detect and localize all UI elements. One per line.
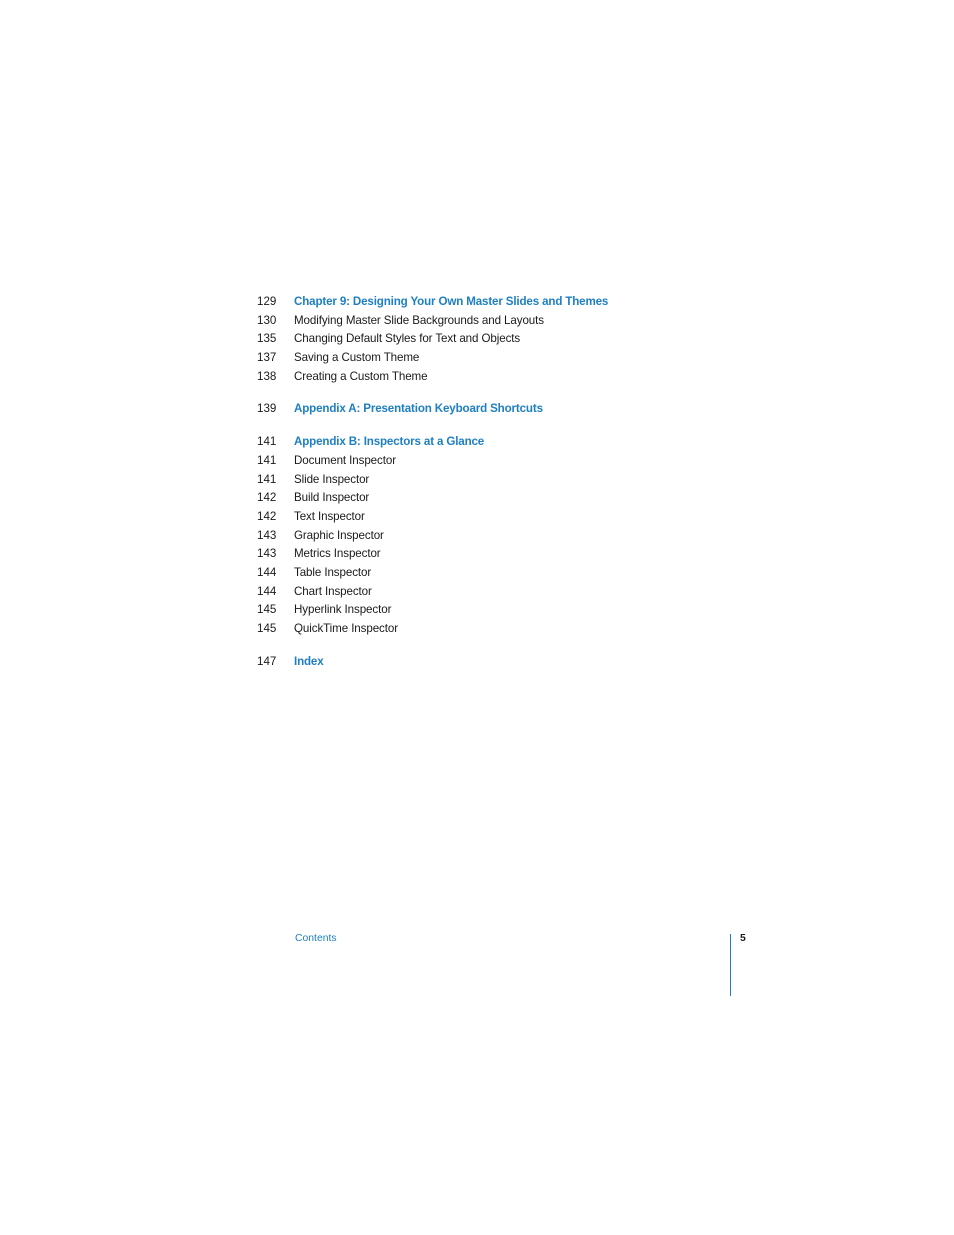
footer-section-label: Contents [295,933,337,944]
toc-entry-title: Graphic Inspector [294,528,384,542]
toc-page-number: 145 [257,603,277,617]
footer-page-number: 5 [740,933,746,944]
toc-entry-title: Chart Inspector [294,584,372,598]
toc-entry[interactable] [257,527,737,546]
toc-page-number: 139 [257,402,277,416]
toc-entry-title: Table Inspector [294,565,372,579]
toc-entry-title: Slide Inspector [294,472,370,486]
toc-heading-link[interactable]: Chapter 9: Designing Your Own Master Slides and Themes [294,295,609,308]
toc-entry-title: Build Inspector [294,491,370,505]
toc-entry[interactable] [257,471,737,490]
toc-entry[interactable] [257,601,737,620]
toc-page-number: 145 [257,622,277,635]
toc-entry-title: Modifying Master Slide Backgrounds and Layouts [294,313,544,327]
toc-entry[interactable] [257,620,737,639]
toc-entry-title: Changing Default Styles for Text and Objects [294,332,521,346]
toc-page-number: 130 [257,313,277,327]
toc-page-number: 147 [257,654,277,668]
toc-entry-title: Metrics Inspector [294,547,381,561]
toc-entry[interactable] [257,489,737,508]
toc-entry-title: Hyperlink Inspector [294,603,392,617]
toc-page-number: 135 [257,332,277,346]
toc-section-appendix-b [257,433,737,639]
toc-entry-title: QuickTime Inspector [294,622,398,635]
toc-heading-link[interactable]: Appendix A: Presentation Keyboard Shortcuts [294,402,543,416]
toc-page-number: 143 [257,528,277,542]
toc-page-number: 142 [257,509,277,523]
toc-section-appendix-a [257,400,737,419]
toc-page-number: 141 [257,472,277,486]
table-of-contents [257,293,737,671]
toc-entry[interactable] [257,452,737,471]
toc-page-number: 144 [257,565,277,579]
toc-entry[interactable] [257,349,737,368]
toc-heading[interactable] [257,293,737,312]
toc-heading-link[interactable]: Index [294,654,324,668]
toc-page-number: 137 [257,351,277,365]
toc-page-number: 143 [257,547,277,561]
toc-entry[interactable] [257,330,737,349]
toc-entry-title: Text Inspector [294,509,365,523]
toc-section-chapter-9 [257,293,737,386]
toc-heading[interactable] [257,653,737,672]
footer-divider [730,934,731,996]
toc-entry[interactable] [257,583,737,602]
toc-page-number: 141 [257,435,277,449]
toc-entry[interactable] [257,545,737,564]
toc-entry[interactable] [257,508,737,527]
toc-page-number: 141 [257,453,277,467]
toc-page-number: 129 [257,295,277,308]
toc-page-number: 138 [257,369,277,383]
toc-entry[interactable] [257,564,737,583]
toc-page-number: 142 [257,491,277,505]
toc-entry-title: Saving a Custom Theme [294,351,420,365]
toc-section-index [257,653,737,672]
toc-page-number: 144 [257,584,277,598]
toc-heading[interactable] [257,400,737,419]
toc-heading-link[interactable]: Appendix B: Inspectors at a Glance [294,435,485,449]
toc-entry[interactable] [257,368,737,387]
toc-entry-title: Document Inspector [294,453,396,467]
toc-heading[interactable] [257,433,737,452]
toc-entry-title: Creating a Custom Theme [294,369,428,383]
toc-entry[interactable] [257,312,737,331]
